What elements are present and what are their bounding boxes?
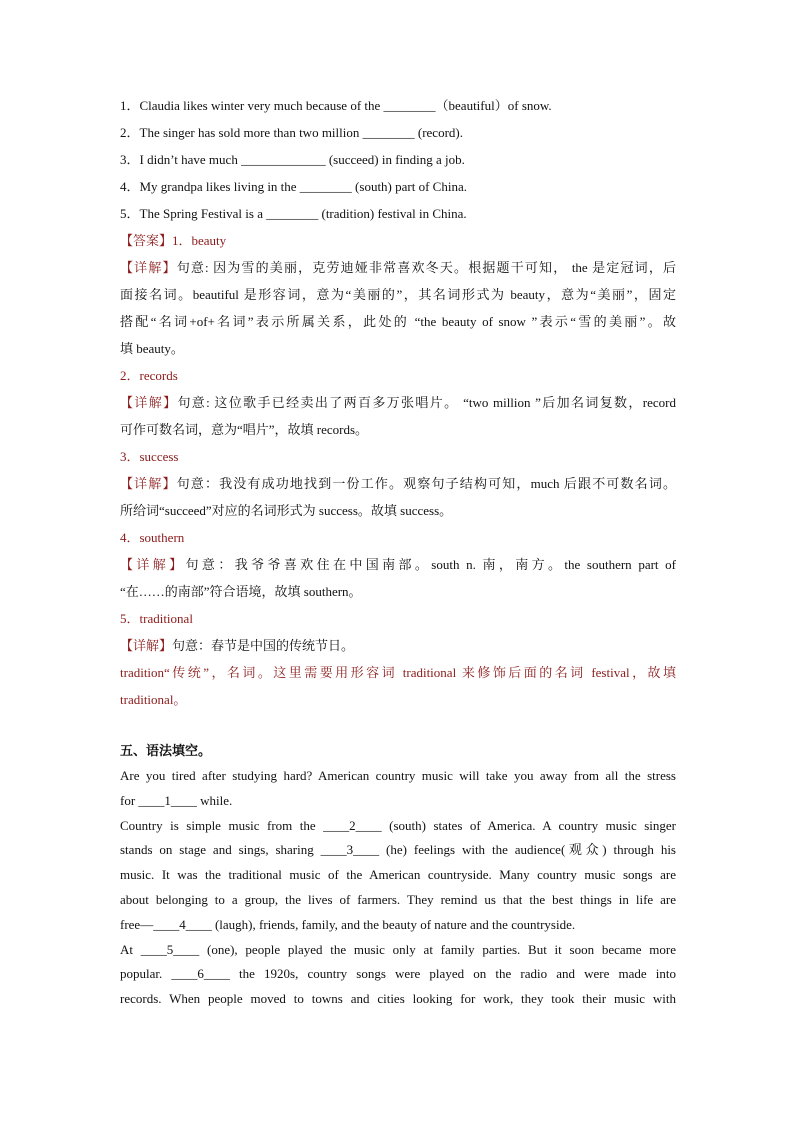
passage-line-2: for ____1____ while. [120, 792, 233, 808]
document-page [120, 92, 676, 1012]
answer-3-value: 3．success [120, 449, 179, 464]
detail-tag: 【详解】 [120, 638, 173, 653]
answer-4-value: 4．southern [120, 530, 185, 545]
detail-1-line-4: 填 beauty。 [120, 341, 184, 356]
detail-2-line-1 [120, 389, 676, 416]
detail-tag: 【详解】 [120, 557, 186, 572]
section-title: 五、语法填空。 [120, 743, 212, 758]
detail-text: 句意：春节是中国的传统节日。 [172, 638, 355, 653]
detail-5-line-2: tradition“传统”，名词。这里需要用形容词 traditional 来修饰后面的名词 festival，故填 [120, 665, 676, 680]
answer-5-value: 5．traditional [120, 611, 193, 626]
answer-1-value: 1．beauty [172, 233, 227, 248]
question-1: 1．Claudia likes winter very much because of the ________（beautiful）of snow. [120, 98, 552, 113]
detail-5-line-1 [120, 632, 676, 659]
passage-line-3: Country is simple music from the ____2____ (south) states of America. A country music singer [120, 817, 676, 833]
detail-text: 句意：我没有成功地找到一份工作。观察句子结构可知，much 后跟不可数名词。 [176, 476, 676, 491]
passage-line-5: music. It was the traditional music of the American countryside. Many country music songs are [120, 867, 676, 883]
detail-5-line-3: traditional。 [120, 692, 187, 707]
question-5: 5．The Spring Festival is a ________ (tradition) festival in China. [120, 206, 467, 221]
detail-4-line-2: “在……的南部”符合语境，故填 southern。 [120, 584, 362, 599]
detail-text: 句意: 因为雪的美丽，克劳迪娅非常喜欢冬天。根据题干可知， the 是定冠词，后 [176, 260, 676, 275]
detail-1-line-1 [120, 254, 676, 281]
detail-tag: 【详解】 [120, 395, 178, 410]
passage-line-4: stands on stage and sings, sharing ____3____ (he) feelings with the audience(观众) through his [120, 842, 676, 858]
detail-2-line-2: 可作可数名词，意为“唱片”，故填 records。 [120, 422, 369, 437]
passage-line-10: records. When people moved to towns and cities looking for work, they took their music with [120, 991, 676, 1007]
question-2: 2．The singer has sold more than two million ________ (record). [120, 125, 463, 140]
passage-line-9: popular. ____6____ the 1920s, country songs were played on the radio and were made into [120, 966, 676, 982]
answer-2-value: 2．records [120, 368, 178, 383]
answer-tag: 【答案】 [120, 233, 173, 248]
question-3: 3．I didn’t have much _____________ (succeed) in finding a job. [120, 152, 465, 167]
detail-3-line-1 [120, 470, 676, 497]
detail-text: 句意：我爷爷喜欢住在中国南部。south n. 南，南方。the southern part of [185, 557, 676, 572]
detail-tag: 【详解】 [120, 260, 177, 275]
passage-line-1: Are you tired after studying hard? American country music will take you away from all the stress [120, 768, 676, 783]
detail-1-line-2: 面接名词。beautiful 是形容词，意为“美丽的”，其名词形式为 beauty，意为“美丽”，固定 [120, 287, 676, 302]
detail-text: 句意: 这位歌手已经卖出了两百多万张唱片。 “two million ”后加名词复数，record [177, 395, 676, 410]
passage-line-6: about belonging to a group, the lives of farmers. They remind us that the best things in life are [120, 891, 676, 907]
detail-1-line-3: 搭配“名词+of+名词”表示所属关系，此处的 “the beauty of snow ”表示“雪的美丽”。故 [120, 314, 676, 329]
detail-4-line-1 [120, 551, 676, 578]
question-4: 4．My grandpa likes living in the ________ (south) part of China. [120, 179, 467, 194]
answer-1-header [120, 227, 676, 254]
passage-line-7: free—____4____ (laugh), friends, family, and the beauty of nature and the countryside. [120, 916, 576, 932]
passage-line-8: At ____5____ (one), people played the music only at family parties. But it soon became more [120, 941, 676, 957]
detail-tag: 【详解】 [120, 476, 177, 491]
detail-3-line-2: 所给词“succeed”对应的名词形式为 success。故填 success。 [120, 503, 453, 518]
section-spacer [120, 713, 676, 737]
